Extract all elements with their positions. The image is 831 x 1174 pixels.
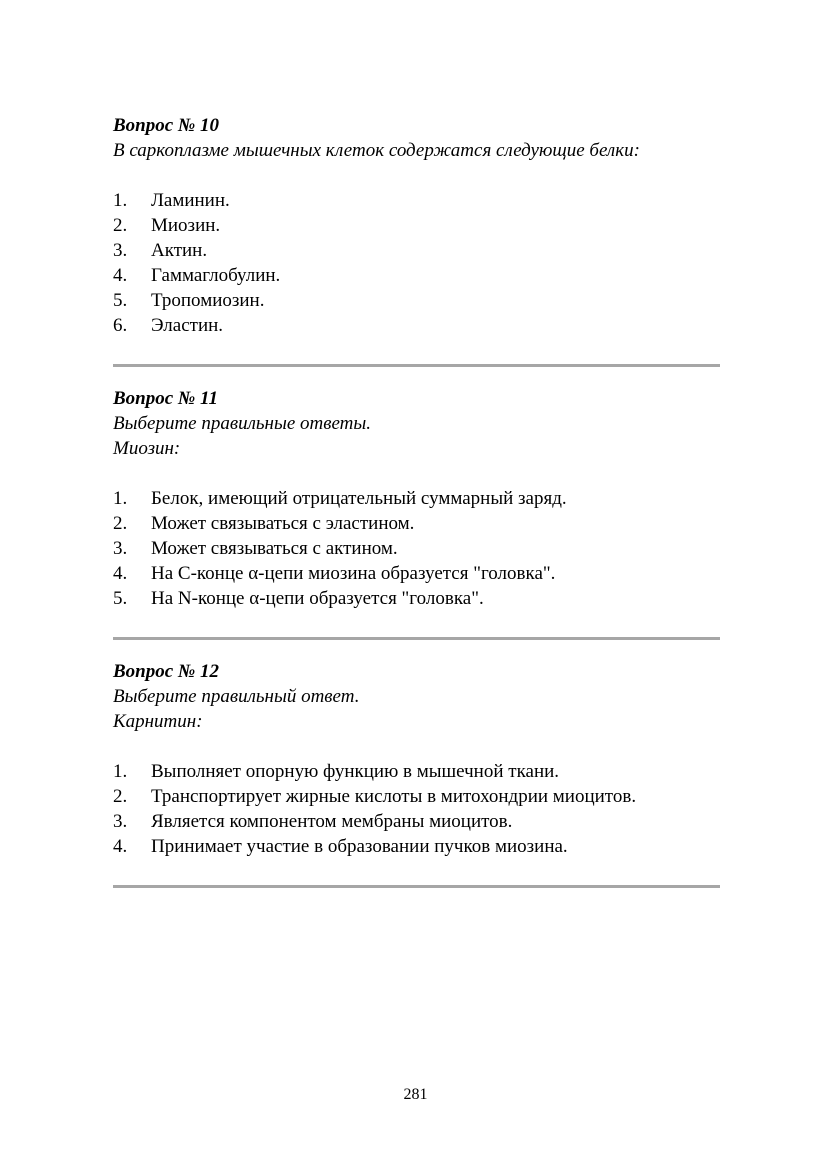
option-text: Является компонентом мембраны миоцитов.: [151, 811, 513, 832]
question-12: [113, 659, 720, 859]
option-number: 3.: [113, 240, 128, 261]
option-text: Принимает участие в образовании пучков миозина.: [151, 836, 568, 857]
option-text: Актин.: [151, 240, 208, 261]
option-text: Белок, имеющий отрицательный суммарный заряд.: [151, 488, 567, 509]
option-number: 5.: [113, 290, 128, 311]
options-list: [113, 759, 720, 859]
option-item: [113, 809, 720, 834]
question-prompt: Выберите правильный ответ.: [113, 686, 360, 707]
question-prompt: Выберите правильные ответы.: [113, 413, 372, 434]
option-text: Ламинин.: [151, 190, 230, 211]
option-item: [113, 263, 720, 288]
option-item: [113, 586, 720, 611]
section-divider: [113, 637, 720, 640]
option-number: 4.: [113, 265, 128, 286]
option-number: 1.: [113, 488, 128, 509]
option-item: [113, 834, 720, 859]
section-divider: [113, 364, 720, 367]
option-text: Транспортирует жирные кислоты в митохондрии миоцитов.: [151, 786, 637, 807]
option-item: [113, 313, 720, 338]
page-number: 281: [403, 1086, 428, 1103]
section-divider: [113, 885, 720, 888]
option-text: Эластин.: [151, 315, 224, 336]
option-number: 4.: [113, 563, 128, 584]
option-number: 1.: [113, 190, 128, 211]
option-item: [113, 511, 720, 536]
option-item: [113, 238, 720, 263]
question-11: [113, 386, 720, 611]
option-item: [113, 536, 720, 561]
question-subject: Карнитин:: [113, 711, 203, 732]
options-list: [113, 486, 720, 611]
option-item: [113, 188, 720, 213]
question-prompt: В саркоплазме мышечных клеток содержатся следующие белки:: [113, 140, 640, 161]
option-item: [113, 288, 720, 313]
option-item: [113, 486, 720, 511]
option-number: 5.: [113, 588, 128, 609]
option-number: 2.: [113, 513, 128, 534]
options-list: [113, 188, 720, 338]
option-number: 3.: [113, 538, 128, 559]
option-item: [113, 759, 720, 784]
option-number: 2.: [113, 786, 128, 807]
option-text: На N-конце α-цепи образуется "головка".: [151, 588, 484, 609]
question-10: [113, 113, 720, 338]
option-text: Тропомиозин.: [151, 290, 265, 311]
option-number: 1.: [113, 761, 128, 782]
question-title: Вопрос № 10: [113, 115, 220, 136]
question-title: Вопрос № 12: [113, 661, 220, 682]
option-item: [113, 561, 720, 586]
option-text: Гаммаглобулин.: [151, 265, 281, 286]
option-number: 4.: [113, 836, 128, 857]
question-subject: Миозин:: [113, 438, 181, 459]
option-item: [113, 784, 720, 809]
option-item: [113, 213, 720, 238]
option-text: Выполняет опорную функцию в мышечной ткани.: [151, 761, 560, 782]
option-text: Миозин.: [151, 215, 221, 236]
option-text: Может связываться с актином.: [151, 538, 398, 559]
option-number: 6.: [113, 315, 128, 336]
option-number: 2.: [113, 215, 128, 236]
option-text: Может связываться с эластином.: [151, 513, 415, 534]
option-number: 3.: [113, 811, 128, 832]
option-text: На С-конце α-цепи миозина образуется "головка".: [151, 563, 556, 584]
question-title: Вопрос № 11: [113, 388, 219, 409]
